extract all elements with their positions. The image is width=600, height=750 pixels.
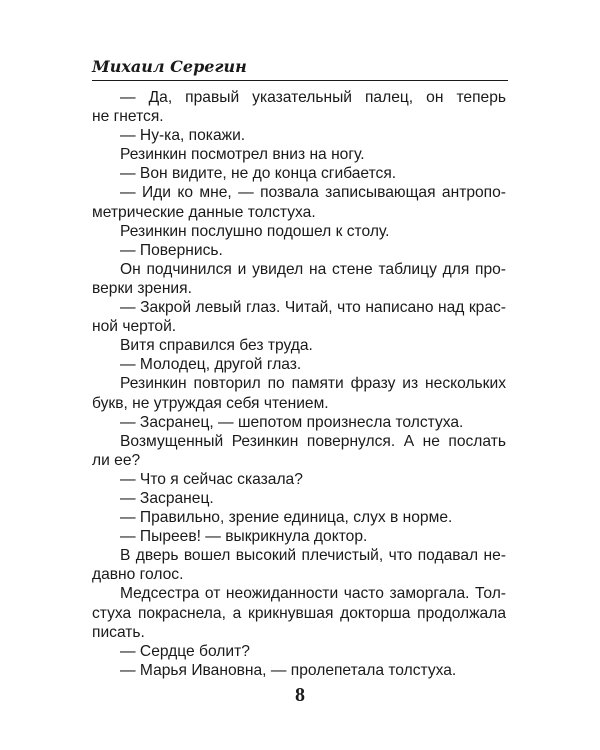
- text-line: ли ее?: [92, 451, 141, 469]
- text-line: Резинкин посмотрел вниз на ногу.: [120, 146, 365, 164]
- page-number: 8: [295, 684, 305, 706]
- paragraph: [92, 222, 506, 241]
- text-line: ной чертой.: [92, 318, 177, 336]
- paragraph: [92, 260, 506, 298]
- paragraph: [92, 432, 506, 470]
- text-line: не гнется.: [92, 108, 164, 126]
- running-header-author: Михаил Серегин: [92, 57, 247, 76]
- paragraph: [92, 336, 506, 355]
- text-line: — Вон видите, не до конца сгибается.: [120, 165, 397, 183]
- text-line: Возмущенный Резинкин повернулся. А не послать: [120, 432, 506, 450]
- text-line: — Марья Ивановна, — пролепетала толстуха.: [120, 661, 457, 679]
- header-rule: [92, 80, 508, 81]
- paragraph: [92, 145, 506, 164]
- paragraph: [92, 489, 506, 508]
- paragraph: [92, 355, 506, 374]
- text-line: букв, не утруждая себя чтением.: [92, 394, 329, 412]
- text-line: Витя справился без труда.: [120, 337, 313, 355]
- text-line: писать.: [92, 623, 145, 641]
- paragraph: [92, 298, 506, 336]
- paragraph: [92, 546, 506, 584]
- text-line: — Что я сейчас сказала?: [120, 470, 303, 488]
- paragraph: [92, 470, 506, 489]
- paragraph: [92, 661, 506, 680]
- text-line: — Сердце болит?: [120, 642, 250, 660]
- text-line: — Пыреев! — выкрикнула доктор.: [120, 528, 368, 546]
- text-line: — Молодец, другой глаз.: [120, 356, 302, 374]
- paragraph: [92, 241, 506, 260]
- text-line: Резинкин послушно подошел к столу.: [120, 222, 390, 240]
- page-body-text: [92, 88, 506, 680]
- paragraph: [92, 584, 506, 641]
- text-line: В дверь вошел высокий плечистый, что подавал не-: [120, 547, 506, 565]
- paragraph: [92, 164, 506, 183]
- text-line: Он подчинился и увидел на стене таблицу для про-: [120, 260, 506, 278]
- text-line: — Да, правый указательный палец, он теперь: [120, 89, 506, 106]
- text-line: стуха покраснела, а крикнувшая докторша продолжала: [92, 604, 506, 622]
- paragraph: [92, 374, 506, 412]
- text-line: — Ну-ка, покажи.: [120, 127, 246, 145]
- text-line: — Повернись.: [120, 241, 223, 259]
- paragraph: [92, 642, 506, 661]
- paragraph: [92, 413, 506, 432]
- paragraph: [92, 508, 506, 527]
- text-line: верки зрения.: [92, 279, 192, 297]
- text-line: Резинкин повторил по памяти фразу из нескольких: [120, 375, 506, 393]
- text-line: давно голос.: [92, 566, 184, 584]
- text-line: — Правильно, зрение единица, слух в норме.: [120, 509, 453, 527]
- text-line: метрические данные толстуха.: [92, 203, 316, 221]
- paragraph: [92, 527, 506, 546]
- paragraph: [92, 126, 506, 145]
- paragraph: [92, 88, 506, 126]
- paragraph: [92, 183, 506, 221]
- text-line: — Засранец, — шепотом произнесла толстуха.: [120, 413, 464, 431]
- text-line: — Засранец.: [120, 489, 214, 507]
- text-line: — Иди ко мне, — позвала записывающая антропо-: [120, 184, 506, 202]
- text-line: Медсестра от неожиданности часто заморгала. Тол-: [120, 585, 506, 603]
- text-line: — Закрой левый глаз. Читай, что написано над крас-: [120, 299, 506, 317]
